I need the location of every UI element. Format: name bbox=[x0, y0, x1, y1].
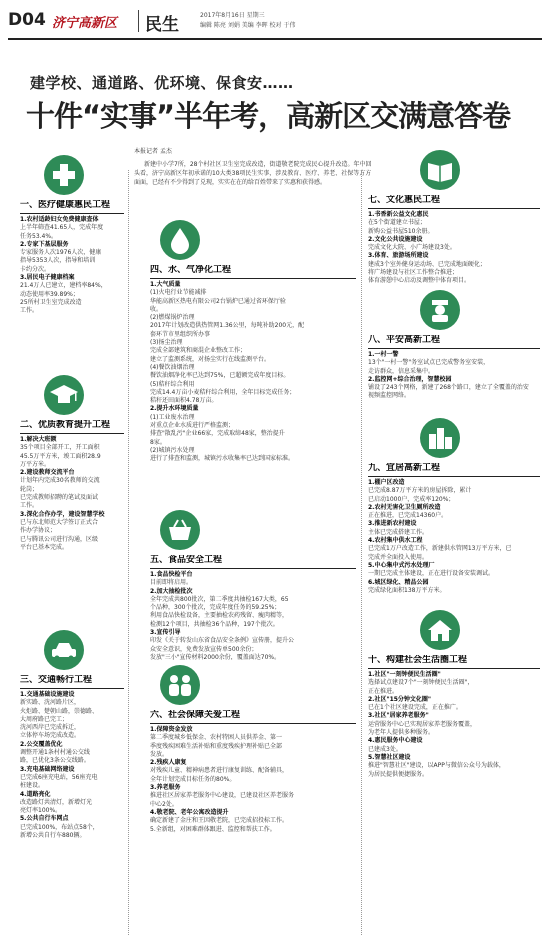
item-heading: 2.社区"15分钟文化圈" bbox=[368, 695, 432, 703]
section-education bbox=[20, 420, 124, 600]
section-livable bbox=[368, 463, 540, 603]
masthead-divider bbox=[138, 10, 139, 32]
item-text: 火炬路、楚朝山路，崇德路、 bbox=[20, 707, 99, 715]
item-text: 铺设了243个网格，新建了268个路口，建立了全覆盖的治安 bbox=[368, 384, 529, 392]
item-text: 运营服务中心已实现居家养老服务覆盖， bbox=[368, 720, 477, 728]
section-title: 九、宜居高新工程 bbox=[368, 463, 540, 477]
item-heading: 4.惠民服务中心建设 bbox=[368, 737, 423, 745]
item-heading: 1.保障资金发放 bbox=[150, 726, 193, 733]
item-text: 洸河西岸已完成拆迁， bbox=[20, 724, 81, 732]
item-text: 个品种，300个批次，完成年度任务的59.25%； bbox=[150, 604, 281, 612]
item-text: 5.全新组，对困难群体跟进、监控和帮扶工作。 bbox=[150, 825, 276, 833]
item-heading: 3.推进新农村建设 bbox=[368, 520, 417, 528]
item-text: 季度残疾困难生活补贴和重度残疾护理补贴已全部 bbox=[150, 742, 283, 750]
item-text: 轮岗； bbox=[20, 485, 39, 493]
item-text: 桩建设。 bbox=[20, 782, 45, 790]
family-icon bbox=[160, 665, 200, 705]
section-title: 七、文化惠民工程 bbox=[368, 195, 540, 209]
item-text: 完成绿化面积138万平方米。 bbox=[368, 586, 446, 594]
item-heading: 1.大气质量 bbox=[150, 281, 181, 288]
item-text: 正在推进。 bbox=[368, 687, 399, 695]
item-text: 已在1个社区建设完成，正在推广。 bbox=[368, 704, 462, 712]
item-heading: 5.智慧社区建设 bbox=[368, 753, 411, 761]
section-title: 二、优质教育提升工程 bbox=[20, 420, 124, 434]
item-heading: 1.棚户区改造 bbox=[368, 479, 405, 486]
item-text: 已与东北师范大学签订正式合 bbox=[20, 518, 99, 526]
city-buildings-icon bbox=[420, 418, 460, 458]
item-text: 立体停车场完成改造。 bbox=[20, 732, 81, 740]
item-heading: 2.提升水环境质量 bbox=[150, 405, 199, 413]
item-heading: 1.农村适龄妇女免费健康查体 bbox=[20, 216, 99, 223]
item-text: 正在推进，已完成14360户。 bbox=[368, 512, 448, 520]
item-text: 已启动1000户，完成率120%； bbox=[368, 495, 455, 503]
item-text: 推进"智慧社区"建设，以APP与微信公众号为载体， bbox=[368, 762, 505, 770]
item-text: (1)火电行业节能减排 bbox=[150, 289, 207, 297]
subheadline: 建学校、通道路、优环境、保食安…… bbox=[30, 74, 294, 92]
item-heading: 4.农村集中供水工程 bbox=[368, 537, 423, 545]
item-text: 21.4万人已建立，建档率84%， bbox=[20, 282, 107, 290]
item-text: 走访群众，信息采集中。 bbox=[368, 367, 435, 375]
item-text: 第二季度城乡低保金、农村特困人员供养金、第一 bbox=[150, 734, 283, 742]
item-text: 视频监控网络。 bbox=[368, 392, 411, 400]
item-text: 作办学协议； bbox=[20, 527, 57, 535]
item-heading: 1.交通基础设施建设 bbox=[20, 691, 75, 698]
item-text: 改造路灯共清灯，新增灯光 bbox=[20, 798, 93, 806]
section-title: 一、医疗健康惠民工程 bbox=[20, 200, 124, 214]
medical-cross-icon bbox=[44, 155, 84, 195]
newspaper-brand: 济宁高新区 bbox=[52, 16, 118, 31]
item-heading: 3.宣传引导 bbox=[150, 629, 181, 637]
item-text: 体育游憩中心启动及调整中体育项目。 bbox=[368, 277, 471, 285]
item-text: 工作。 bbox=[20, 307, 39, 315]
item-heading: 2.监控网+综合治理，智慧校园 bbox=[368, 375, 452, 383]
item-text: 全年计划完成目标任务的80%。 bbox=[150, 775, 236, 783]
item-text: 推进社区居家养老服务中心建设，已建设社区养老服务 bbox=[150, 792, 295, 800]
item-text: 45.5万平方米，竣工面积28.9 bbox=[20, 452, 101, 460]
item-text: 目前即将启用。 bbox=[150, 579, 193, 587]
item-text: (3)扬尘治理 bbox=[150, 339, 183, 347]
item-text: 已完成6座充电站，56座充电 bbox=[20, 773, 98, 781]
item-heading: 1.社区"一刻钟便民生活圈" bbox=[368, 671, 441, 678]
item-text: 平台已基本完成。 bbox=[20, 543, 69, 551]
item-text: 对残疾儿童、精神病患者进行康复训练、配备辅具， bbox=[150, 767, 289, 775]
item-text: 大周府路已完工； bbox=[20, 715, 69, 723]
item-text: 新购公益书屋510余册。 bbox=[368, 227, 434, 235]
section-title: 五、食品安全工程 bbox=[150, 555, 356, 569]
item-text: 完成14.4万亩小麦秸秆综合利用，全年目标完成任务； bbox=[150, 388, 296, 396]
section-community bbox=[368, 655, 540, 935]
item-text: 将广场建设与社区工作整合推进； bbox=[368, 269, 459, 277]
item-text: 动态使用率39.89%； bbox=[20, 290, 79, 298]
item-text: 万平方米。 bbox=[20, 460, 51, 468]
item-text: 主体已完成搭建工作。 bbox=[368, 528, 429, 536]
item-heading: 3.社区"居家养老服务" bbox=[368, 712, 429, 720]
item-text: 收。 bbox=[150, 305, 163, 313]
item-text: 选择试点建设7个"一刻钟便民生活圈"， bbox=[368, 679, 474, 687]
item-text: 印发《关于转发山东省食品安全条例》宣传册，提升公 bbox=[150, 637, 295, 645]
item-text: 众安全意识，免费发放宣传单500余份； bbox=[150, 645, 258, 653]
section-title: 六、社会保障关爱工程 bbox=[150, 710, 356, 724]
item-heading: 4.敬老院、老年公寓改造提升 bbox=[150, 808, 229, 816]
item-text: 任务53.4%。 bbox=[20, 232, 58, 240]
item-text: 2017年计划改造供热管网1.36公里，每吨补助200元，配 bbox=[150, 322, 305, 330]
item-heading: 5.公共自行车网点 bbox=[20, 815, 69, 823]
item-text: 秸秆还田面积4.78万亩。 bbox=[150, 397, 218, 405]
police-icon bbox=[420, 290, 460, 330]
item-text: 指导5353人次，指导和培训 bbox=[20, 257, 96, 265]
item-text: 为老年人提供多种服务。 bbox=[368, 729, 435, 737]
item-heading: 6.城区绿化、精品公园 bbox=[368, 578, 429, 586]
item-heading: 2.专家下基层服务 bbox=[20, 240, 69, 248]
car-icon bbox=[44, 630, 84, 670]
section-name: 民生 bbox=[145, 15, 179, 35]
item-heading: 4.道路亮化 bbox=[20, 790, 51, 798]
item-text: 8家。 bbox=[150, 438, 166, 446]
masthead-rule bbox=[8, 38, 542, 40]
item-heading: 2.残疾人康复 bbox=[150, 759, 187, 767]
section-food-safety bbox=[150, 555, 356, 660]
item-text: 计划年内完成30名教师的交流 bbox=[20, 477, 100, 485]
item-heading: 3.养老服务 bbox=[150, 784, 181, 792]
item-text: 利用食品快检设备，主要抽检农药残留、瘦肉精等， bbox=[150, 612, 289, 620]
item-text: 已完成100%，布站点58个， bbox=[20, 823, 99, 831]
item-heading: 1.食品快检平台 bbox=[150, 571, 193, 578]
item-text: (4)餐饮油烟治理 bbox=[150, 363, 195, 371]
item-text: 13个"一村一警"务室试点已完成警务室安装， bbox=[368, 359, 490, 367]
item-heading: 5.中心集中式污水处理厂 bbox=[368, 561, 435, 569]
graduation-cap-icon bbox=[44, 375, 84, 415]
section-title: 十、构建社会生活圈工程 bbox=[368, 655, 540, 669]
item-text: 在5个街道建立书屋； bbox=[368, 219, 426, 227]
item-heading: 3.充电基础网络建设 bbox=[20, 765, 75, 773]
section-safety bbox=[368, 335, 540, 410]
item-text: 专家服务人次1976人次，健康 bbox=[20, 249, 102, 257]
intro-paragraph: 新建中小学7所，28个村社区卫生室完成改造，街道敬老院完成民心提升改造。年中回头看，济宁高新区年初承诺的10大类38项民生实事，涉及教育、医疗、养老、社保等方方面面，已经有不少得到了兑现，实实在在的给百姓带来了实惠和获得感。 bbox=[134, 161, 372, 186]
item-text: (1)工业废水治理 bbox=[150, 413, 195, 421]
section-social-security bbox=[150, 710, 356, 930]
item-heading: 1.解决大班额 bbox=[20, 436, 57, 443]
section-title: 四、水、气净化工程 bbox=[150, 265, 356, 279]
item-text: 35个项目全部开工，开工面积 bbox=[20, 444, 100, 452]
item-text: 已建成3处。 bbox=[368, 745, 402, 753]
item-text: 对重点企业水质进行严格监测； bbox=[150, 422, 235, 430]
item-heading: 3.深化合作办学，建设智慧学校 bbox=[20, 510, 105, 518]
item-heading: 3.体育、旅游场所建设 bbox=[368, 252, 429, 260]
item-text: 亮灯率100%。 bbox=[20, 807, 62, 815]
item-text: 完成并全面投入使用。 bbox=[368, 553, 429, 561]
headline: 十件“实事”半年考，高新区交满意答卷 bbox=[26, 99, 511, 133]
item-text: 已与腾讯公司进行沟通，区级 bbox=[20, 535, 99, 543]
item-text: 已完成教师招聘的笔试及面试 bbox=[20, 494, 99, 502]
item-text: 已完成1万户改造工作，新建供水管网13万平方米，已 bbox=[368, 545, 512, 553]
section-title: 八、平安高新工程 bbox=[368, 335, 540, 349]
item-text: 进行了排查和监测，城镇污水收集率已达到国家标准。 bbox=[150, 455, 295, 463]
water-drop-icon bbox=[160, 220, 200, 260]
item-text: (5)秸秆综合利用 bbox=[150, 380, 195, 388]
item-text: 上半年筛查41.65人，完成年度 bbox=[20, 224, 104, 232]
item-heading: 2.建设教师交流平台 bbox=[20, 469, 75, 477]
editor-credits: 编辑 陈亮 刘娟 美编 李晖 校对 于伟 bbox=[200, 22, 296, 29]
item-text: (2)城镇污水处理 bbox=[150, 446, 195, 454]
item-text: 餐饮油烟净化率已达到75%，已超额完成年度目标。 bbox=[150, 372, 290, 380]
item-text: 新增公共自行车880辆。 bbox=[20, 832, 86, 840]
issue-date: 2017年8月16日 星期三 bbox=[200, 12, 265, 19]
item-text: 卡约分次。 bbox=[20, 265, 51, 273]
item-text: 中心2处。 bbox=[150, 800, 178, 808]
item-text: 排查"散乱污"企业66家，完成取缔48家，整治提升 bbox=[150, 430, 285, 438]
item-heading: 3.居民电子健康档案 bbox=[20, 274, 75, 282]
page-number: D04 bbox=[8, 10, 46, 30]
item-text: 华能高新区热电有限公司2台锅炉已通过省环保厅验 bbox=[150, 297, 286, 305]
section-title: 三、交通畅行工程 bbox=[20, 675, 124, 689]
item-heading: 2.文化公共设施建设 bbox=[368, 235, 423, 243]
item-text: 路，已优化3条公交线路。 bbox=[20, 757, 90, 765]
section-water-air bbox=[150, 265, 356, 495]
item-heading: 1.一村一警 bbox=[368, 351, 399, 358]
house-community-icon bbox=[420, 610, 460, 650]
item-text: 发放。 bbox=[150, 750, 169, 758]
item-text: 25所村卫生室完成改造 bbox=[20, 298, 82, 306]
column-divider bbox=[361, 170, 362, 935]
item-heading: 2.公交覆盖优化 bbox=[20, 740, 63, 748]
item-text: 调整开通1条村村通公交线 bbox=[20, 749, 90, 757]
shopping-basket-icon bbox=[160, 510, 200, 550]
item-text: 检测12个项目，共抽检36个品种，197个批次。 bbox=[150, 620, 279, 628]
section-culture bbox=[368, 195, 540, 285]
book-icon bbox=[420, 150, 460, 190]
item-heading: 1.书香新公益文化惠民 bbox=[368, 211, 429, 218]
item-heading: 2.农村无害化卫生厕所改造 bbox=[368, 503, 441, 511]
item-text: (2)燃煤锅炉治理 bbox=[150, 314, 195, 322]
item-text: 完成全部建筑和商混企业整改工作； bbox=[150, 347, 247, 355]
item-text: 已完成8.87万平方米的房屋拆除，累计 bbox=[368, 487, 472, 495]
item-text: 一期已完成主体建设，正在进行设备安装调试。 bbox=[368, 570, 495, 578]
item-text: 确定新建了金庄和王因敬老院，已完成招投标工作。 bbox=[150, 817, 289, 825]
item-text: 发放"三小"宣传材料2000余份，覆盖面达70%。 bbox=[150, 653, 281, 660]
item-text: 完成文化大院、小广场建设3处。 bbox=[368, 244, 456, 252]
column-divider bbox=[128, 170, 129, 935]
section-medical bbox=[20, 200, 124, 360]
item-text: 新实路、洸河路片区， bbox=[20, 699, 81, 707]
item-heading: 2.加大抽检批次 bbox=[150, 587, 193, 595]
item-text: 套环节市里组织所办事 bbox=[150, 330, 211, 338]
item-text: 全年完成共800批次，第二季度共抽检167大类，65 bbox=[150, 595, 289, 603]
section-traffic bbox=[20, 675, 124, 915]
item-text: 建成3个室外健身运动场、已完成地面硬化； bbox=[368, 260, 486, 268]
item-text: 为居民提供便捷服务。 bbox=[368, 770, 429, 778]
item-text: 建立了监测系统，对扬尘实行在线监测平台。 bbox=[150, 355, 271, 363]
byline: 本报记者 孟杰 bbox=[134, 148, 172, 155]
item-text: 工作。 bbox=[20, 502, 39, 510]
